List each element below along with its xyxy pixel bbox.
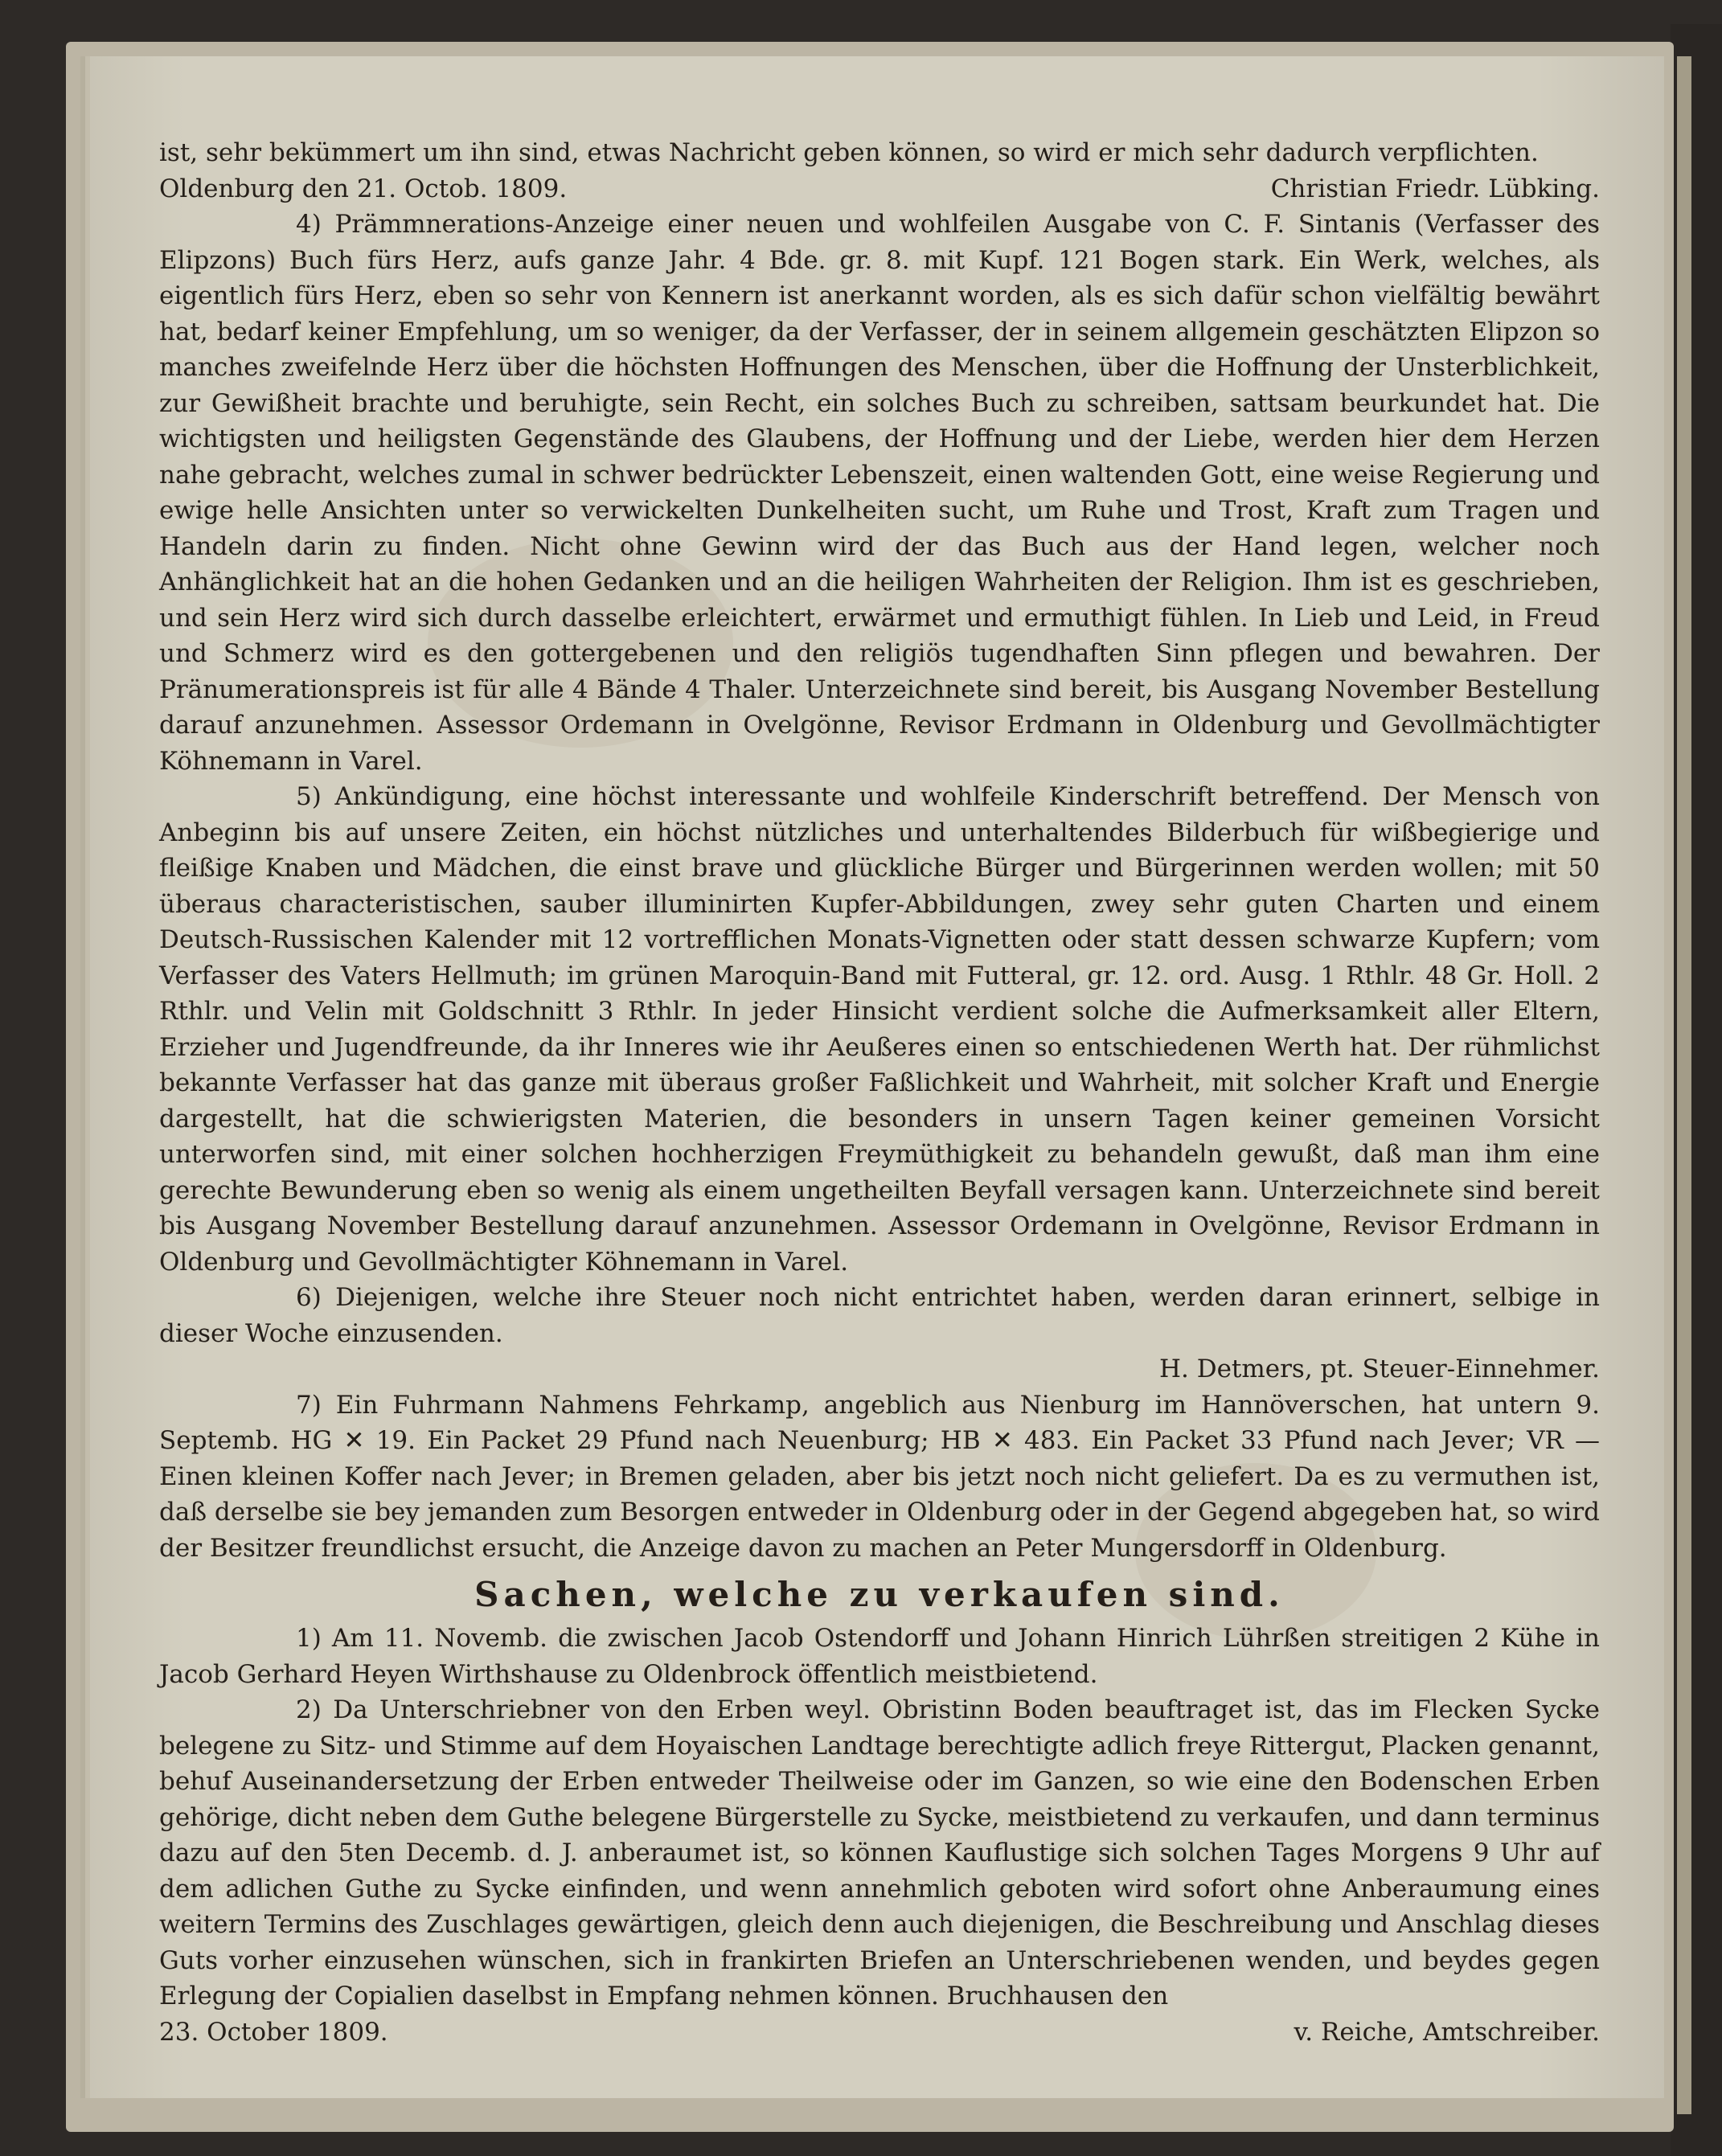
opening-line: ist, sehr bekümmert um ihn sind, etwas Nachricht geben können, so wird er mich sehr dadurch verpflichten. — [159, 138, 1539, 167]
closing-date: 23. October 1809. — [159, 2017, 388, 2047]
document-text — [159, 135, 1600, 2050]
notice-4: 4) Prämmnerations-Anzeige einer neuen und wohlfeilen Ausgabe von C. F. Sintanis (Verfasser des Elipzons) Buch fürs Herz, aufs ganze Jahr. 4 Bde. gr. 8. mit Kupf. 121 Bogen stark. Ein Werk, welches, als eigentlich fürs Herz, eben so sehr von Kennern ist anerkannt worden, als es sich dafür schon vielfältig bewährt hat, bedarf keiner Empfehlung, um so weniger, da der Verfasser, der in seinem allgemein geschätzten Elipzon so manches zweifelnde Herz über die höchsten Hoffnungen des Menschen, über die Hoffnung der Unsterblichkeit, zur Gewißheit brachte und beruhigte, sein Recht, ein solches Buch zu schreiben, sattsam beurkundet hat. Die wichtigsten und heiligsten Gegenstände des Glaubens, der Hoffnung und der Liebe, werden hier dem Herzen nahe gebracht, welches zumal in schwer bedrückter Lebenszeit, einen waltenden Gott, eine weise Regierung und ewige helle Ansichten unter so verwickelten Dunkelheiten sucht, um Ruhe und Trost, Kraft zum Tragen und Handeln darin zu finden. Nicht ohne Gewinn wird der das Buch aus der Hand legen, welcher noch Anhänglichkeit hat an die hohen Gedanken und an die heiligen Wahrheiten der Religion. Ihm ist es geschrieben, und sein Herz wird sich durch dasselbe erleichtert, erwärmet und ermuthigt fühlen. In Lieb und Leid, in Freud und Schmerz wird es den gottergebenen und den religiös tugendhaften Sinn pflegen und bewahren. Der Pränumerationspreis ist für alle 4 Bände 4 Thaler. Unterzeichnete sind bereit, bis Ausgang November Bestellung darauf anzunehmen. Assessor Ordemann in Ovelgönne, Revisor Erdmann in Oldenburg und Gevollmächtigter Köhnemann in Varel. — [159, 210, 1600, 776]
next-page-edge — [1677, 56, 1691, 2114]
notice-7: 7) Ein Fuhrmann Nahmens Fehrkamp, angeblich aus Nienburg im Hannöverschen, hat untern 9. Septemb. HG ✕ 19. Ein Packet 29 Pfund nach Neuenburg; HB ✕ 483. Ein Packet 33 Pfund nach Jever; VR — Einen kleinen Koffer nach Jever; in Bremen geladen, aber bis jetzt noch nicht geliefert. Da es zu vermuthen ist, daß derselbe sie bey jemanden zum Besorgen entweder in Oldenburg oder in der Gegend abgegeben hat, so wird der Besitzer freundlichst ersucht, die Anzeige davon zu machen an Peter Mungersdorff in Oldenburg. — [159, 1390, 1600, 1563]
notice-6: 6) Diejenigen, welche ihre Steuer noch nicht entrichtet haben, werden daran erinnert, selbige in dieser Woche einzusenden. — [159, 1283, 1600, 1348]
dateline-row — [159, 171, 1600, 207]
sale-notice-2: 2) Da Unterschriebner von den Erben weyl. Obristinn Boden beauftraget ist, das im Flecken Sycke belegene zu Sitz- und Stimme auf dem Hoyaischen Landtage berechtigte adlich freye Rittergut, Placken genannt, behuf Auseinandersetzung der Erben entweder Theilweise oder im Ganzen, so wie eine den Bodenschen Erben gehörige, dicht neben dem Guthe belegene Bürgerstelle zu Sycke, meistbietend zu verkaufen, und dann terminus dazu auf den 5ten Decemb. d. J. anberaumet ist, so können Kauflustige sich solchen Tages Morgens 9 Uhr auf dem adlichen Guthe zu Sycke einfinden, und wenn annehmlich geboten wird sofort ohne Anberaumung eines weitern Termins des Zuschlages gewärtigen, gleich denn auch diejenigen, die Beschreibung und Anschlag dieses Guts vorher einzusehen wünschen, sich in frankirten Briefen an Unterschriebenen wenden, und beydes gegen Erlegung der Copialien daselbst in Empfang nehmen können. Bruchhausen den — [159, 1695, 1600, 2010]
signature-row — [159, 1351, 1600, 1387]
closing-row — [159, 2015, 1600, 2051]
section-heading: Sachen, welche zu verkaufen sind. — [474, 1575, 1285, 1614]
signature: H. Detmers, pt. Steuer-Einnehmer. — [1158, 1355, 1600, 1383]
place-date: Oldenburg den 21. Octob. 1809. — [159, 174, 568, 203]
signature: Christian Friedr. Lübking. — [1270, 174, 1600, 203]
notice-5: 5) Ankündigung, eine höchst interessante und wohlfeile Kinderschrift betreffend. Der Mensch von Anbeginn bis auf unsere Zeiten, ein höchst nützliches und unterhaltendes Bilderbuch für wißbegierige und fleißige Knaben und Mädchen, die einst brave und glückliche Bürger und Bürgerinnen werden wollen; mit 50 überaus characteristischen, sauber illuminirten Kupfer-Abbildungen, zwey sehr guten Charten und einem Deutsch-Russischen Kalender mit 12 vortrefflichen Monats-Vignetten oder statt dessen schwarze Kupfern; vom Verfasser des Vaters Hellmuth; im grünen Maroquin-Band mit Futteral, gr. 12. ord. Ausg. 1 Rthlr. 48 Gr. Holl. 2 Rthlr. und Velin mit Goldschnitt 3 Rthlr. In jeder Hinsicht verdient solche die Aufmerksamkeit aller Eltern, Erzieher und Jugendfreunde, da ihr Inneres wie ihr Aeußeres einen so entschiedenen Werth hat. Der rühmlichst bekannte Verfasser hat das ganze mit überaus großer Faßlichkeit und Wahrheit, mit solcher Kraft und Energie dargestellt, hat die schwierigsten Materien, die besonders in unsern Tagen keiner gemeinen Vorsicht unterworfen sind, mit einer solchen hochherzigen Freymüthigkeit zu behandeln gewußt, daß man ihm eine gerechte Bewunderung eben so wenig als einem ungetheilten Beyfall versagen kann. Unterzeichnete sind bereit bis Ausgang November Bestellung darauf anzunehmen. Assessor Ordemann in Ovelgönne, Revisor Erdmann in Oldenburg und Gevollmächtigter Köhnemann in Varel. — [159, 782, 1600, 1277]
sale-notice-1: 1) Am 11. Novemb. die zwischen Jacob Ostendorff und Johann Hinrich Lührßen streitigen 2 Kühe in Jacob Gerhard Heyen Wirthshause zu Oldenbrock öffentlich meistbietend. — [159, 1624, 1600, 1689]
signature: v. Reiche, Amtschreiber. — [1294, 2017, 1600, 2047]
